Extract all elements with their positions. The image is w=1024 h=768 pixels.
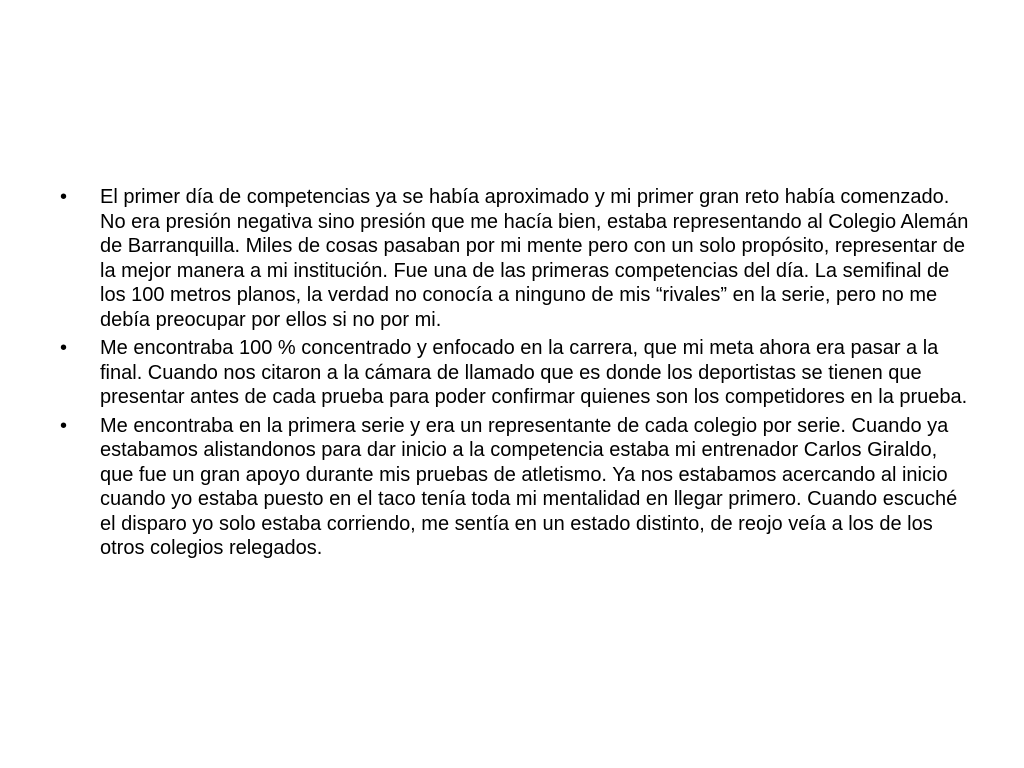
bullet-item-3 bbox=[60, 414, 970, 561]
bullet-marker: • bbox=[60, 337, 68, 359]
bullet-item-2 bbox=[60, 336, 970, 410]
bullet-text-2: Me encontraba 100 % concentrado y enfocado en la carrera, que mi meta ahora era pasar a la final. Cuando nos citaron a la cámara de llamado que es donde los deportistas se tienen que presentar antes de cada prueba para poder confirmar quienes son los competidores en la prueba. bbox=[100, 337, 968, 408]
bullet-item-1 bbox=[60, 185, 970, 332]
bullet-text-1: El primer día de competencias ya se había aproximado y mi primer gran reto había comenzado. No era presión negativa sino presión que me hacía bien, estaba representando al Colegio Alemán de Barranquilla. Miles de cosas pasaban por mi mente pero con un solo propósito, representar de la mejor manera a mi institución. Fue una de las primeras competencias del día. La semifinal de los 100 metros planos, la verdad no conocía a ninguno de mis “rivales” en la serie, pero no me debía preocupar por ellos si no por mi. bbox=[100, 186, 969, 331]
bullet-marker: • bbox=[60, 186, 68, 208]
bullet-marker: • bbox=[60, 414, 68, 437]
bullet-text-3: Me encontraba en la primera serie y era un representante de cada colegio por serie. Cuando ya estabamos alistandonos para dar inicio a la competencia estaba mi entrenador Carlos Giraldo, que fue un gran apoyo durante mis pruebas de atletismo. Ya nos estabamos acercando al inicio cuando yo estaba puesto en el taco tenía toda mi mentalidad en llegar primero. Cuando escuché el disparo yo solo estaba corriendo, me sentía en un estado distinto, de reojo veía a los de los otros colegios relegados. bbox=[100, 414, 958, 559]
bullet-list bbox=[60, 185, 970, 565]
